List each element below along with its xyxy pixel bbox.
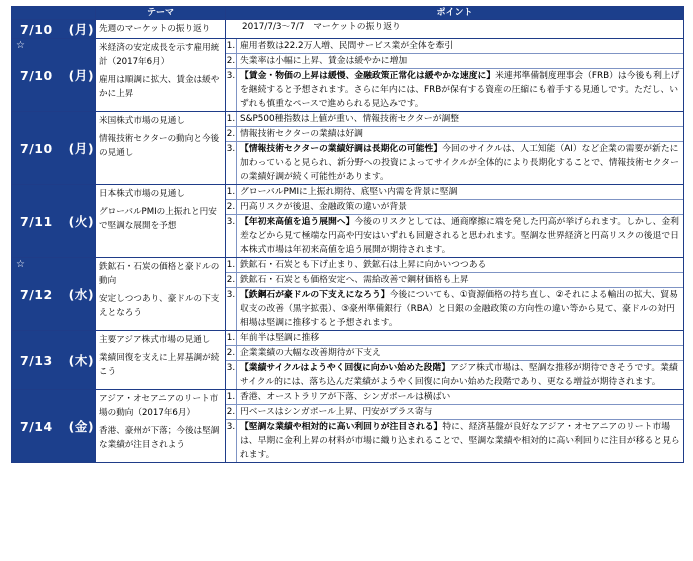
point-text-block [237, 69, 683, 111]
point-item [226, 20, 683, 34]
points-cell [226, 331, 684, 390]
point-text-block [237, 127, 683, 141]
point-text-block [237, 54, 683, 68]
point-number: 2. [226, 407, 236, 417]
point-item [226, 331, 683, 346]
weekday-value: (火) [68, 214, 95, 229]
point-item [226, 200, 683, 215]
point-item [226, 54, 683, 69]
schedule-row [12, 39, 684, 112]
point-number: 3. [226, 69, 237, 111]
point-number: 3. [226, 215, 237, 257]
point-headline: 【情報技術セクターの業績好調は長期化の可能性】 [240, 144, 443, 154]
point-text: 情報技術セクターの業績は好調 [240, 129, 363, 139]
point-headline: 【年初来高値を追う展開へ】 [240, 217, 355, 227]
date-cell [12, 185, 96, 258]
star-icon: ☆ [16, 259, 25, 270]
header-theme: テーマ [96, 7, 226, 20]
point-text-block [237, 405, 683, 419]
point-text: 雇用者数は22.2万人増、民間サービス業が全体を牽引 [240, 41, 454, 51]
points-cell [226, 258, 684, 331]
points-cell [226, 390, 684, 463]
date-label [20, 139, 94, 157]
point-text-block [237, 346, 683, 360]
point-text: 鉄鉱石・石炭とも価格安定へ、需給改善で鋼材価格も上昇 [240, 275, 469, 285]
point-text: S&P500種指数は上値が重い、情報技術セクターが調整 [240, 114, 460, 124]
point-text: 米連邦準備制度理事会（FRB）は今後も利上げを継続すると予想されます。さらに年内には、FRBが保有する資産の圧縮にも着手する見通しです。ただし、いずれも慎重なペースで進められる見込みです。 [240, 71, 680, 109]
point-number: 1. [226, 187, 236, 197]
point-text: 鉄鉱石・石炭とも下げ止まり、鉄鉱石は上昇に向かいつつある [240, 260, 487, 270]
theme-title: 米国株式市場の見通し [99, 116, 185, 126]
point-text-block [237, 185, 683, 199]
theme-cell [96, 39, 226, 112]
weekday-value: (月) [68, 141, 95, 156]
theme-cell [96, 185, 226, 258]
theme-title: 先週のマーケットの振り返り [99, 24, 211, 34]
point-number: 3. [226, 288, 237, 330]
theme-cell [96, 112, 226, 185]
date-value: 7/10 [20, 22, 53, 37]
point-text: 今後のリスクとしては、通商摩擦に端を発した円高が挙げられます。しかし、金利差などから見て極端な円高や円安はいずれも回避されると思われます。堅調な世界経済と円高リスクの後退で日本株式市場は年初来高値を追う展開が期待されます。 [240, 217, 679, 255]
point-item [226, 142, 683, 184]
point-number: 3. [226, 420, 237, 462]
point-number: 1. [226, 392, 236, 402]
points-cell [226, 20, 684, 39]
schedule-table [11, 6, 684, 463]
point-number: 1. [226, 41, 236, 51]
schedule-row [12, 258, 684, 331]
date-label [20, 20, 94, 38]
date-value: 7/14 [20, 419, 53, 434]
point-item [226, 420, 683, 462]
schedule-wrapper [11, 6, 683, 463]
point-text: 企業業績の大幅な改善期待が下支え [240, 348, 381, 358]
point-text: アジア株式市場は、堅調な推移が期待できそうです。業績サイクル的には、落ち込んだ業績がようやく回復に向かい始めた段階であり、更なる増益が期待されます。 [240, 363, 678, 387]
date-cell [12, 20, 96, 39]
date-label [20, 212, 94, 230]
date-value: 7/11 [20, 214, 53, 229]
theme-cell [96, 331, 226, 390]
theme-title: 米経済の安定成長を示す雇用統計（2017年6月） [99, 43, 220, 67]
weekday-value: (月) [68, 68, 95, 83]
date-cell [12, 390, 96, 463]
theme-cell [96, 390, 226, 463]
point-number: 1. [226, 114, 236, 124]
point-item [226, 185, 683, 200]
point-item [226, 346, 683, 361]
point-text-block [237, 215, 683, 257]
point-text: 円ベースはシンガポール上昇、円安がプラス寄与 [240, 407, 433, 417]
point-text-block [237, 420, 683, 462]
point-item [226, 288, 683, 330]
schedule-row [12, 112, 684, 185]
theme-subtitle: グローバルPMIの上振れと円安で堅調な展開を予想 [99, 207, 217, 231]
weekday-value: (水) [68, 287, 95, 302]
point-item [226, 112, 683, 127]
weekday-value: (木) [68, 353, 95, 368]
point-text: 特に、経済基盤が良好なアジア・オセアニアのリート市場は、早期に金利上昇の材料が市場に織り込まれることで、堅調な業績や相対的に高い利回りに注目が移ると見られます。 [240, 422, 680, 460]
header-date [12, 7, 96, 20]
date-cell [12, 39, 96, 112]
point-headline: 【鉄鋼石が豪ドルの下支えになろう】 [240, 290, 390, 300]
point-number: 2. [226, 348, 236, 358]
point-text: 今回のサイクルは、人工知能（AI）など企業の需要が新たに加わっていると見られ、新分野への投資によってサイクルが全体的により長期化することで、情報技術セクターの業績好調が続く可能性があります。 [240, 144, 679, 182]
date-label [20, 351, 94, 369]
point-item [226, 39, 683, 54]
point-text: 2017/7/3〜7/7 マーケットの振り返り [242, 22, 401, 32]
point-text-block [237, 142, 683, 184]
schedule-row [12, 390, 684, 463]
schedule-row [12, 185, 684, 258]
point-item [226, 390, 683, 405]
point-item [226, 215, 683, 257]
point-item [226, 405, 683, 420]
theme-cell [96, 20, 226, 39]
date-value: 7/10 [20, 141, 53, 156]
point-item [226, 273, 683, 288]
point-text: グローバルPMIに上振れ期待、底堅い内需を背景に堅調 [240, 187, 458, 197]
date-cell [12, 112, 96, 185]
points-cell [226, 185, 684, 258]
theme-subtitle: 雇用は順調に拡大、賃金は緩やかに上昇 [99, 75, 220, 99]
header-row [12, 7, 684, 20]
point-number: 3. [226, 361, 237, 389]
point-number: 3. [226, 142, 237, 184]
point-text: 年前半は堅調に推移 [240, 333, 320, 343]
point-text-block [237, 258, 683, 272]
point-text-block [237, 390, 683, 404]
point-number: 1. [226, 333, 236, 343]
points-cell [226, 39, 684, 112]
point-number: 1. [226, 260, 236, 270]
point-headline: 【業績サイクルはようやく回復に向かい始めた段階】 [240, 363, 451, 373]
point-text: 失業率は小幅に上昇、賃金は緩やかに増加 [240, 56, 408, 66]
points-cell [226, 112, 684, 185]
point-item [226, 361, 683, 389]
date-label [20, 66, 94, 84]
point-text-block [237, 39, 683, 53]
date-label [20, 285, 94, 303]
date-label [20, 417, 94, 435]
point-item [226, 69, 683, 111]
date-value: 7/10 [20, 68, 53, 83]
theme-title: 日本株式市場の見通し [99, 189, 185, 199]
point-item [226, 258, 683, 273]
date-value: 7/12 [20, 287, 53, 302]
point-number: 2. [226, 275, 236, 285]
point-text: 香港、オーストラリアが下落、シンガポールは横ばい [240, 392, 451, 402]
schedule-row [12, 20, 684, 39]
theme-title: 鉄鉱石・石炭の価格と豪ドルの動向 [99, 262, 220, 286]
theme-title: 主要アジア株式市場の見通し [99, 335, 211, 345]
point-text-block [237, 331, 683, 345]
theme-subtitle: 情報技術セクターの動向と今後の見通し [99, 134, 220, 158]
point-number: 2. [226, 56, 236, 66]
point-text-block [237, 288, 683, 330]
date-cell [12, 331, 96, 390]
theme-title: アジア・オセアニアのリート市場の動向（2017年6月） [99, 394, 219, 418]
point-headline: 【堅調な業績や相対的に高い利回りが注目される】 [240, 422, 443, 432]
point-text-block [237, 112, 683, 126]
point-headline: 【賃金・物価の上昇は緩慢、金融政策正常化は緩やかな速度に】 [240, 71, 496, 81]
point-text: 円高リスクが後退、金融政策の違いが背景 [240, 202, 407, 212]
weekday-value: (金) [68, 419, 95, 434]
point-text: 今後についても、①資源価格の持ち直し、②それによる輸出の拡大、貿易収支の改善（黒字拡張）、③豪州準備銀行（RBA）と日銀の金融政策の方向性の違い等から見て、豪ドルの対円相場は堅調に推移すると予想されます。 [240, 290, 678, 328]
point-text-block [237, 361, 683, 389]
theme-subtitle: 業績回復を支えに上昇基調が続こう [99, 353, 220, 377]
point-number: 2. [226, 202, 236, 212]
date-cell [12, 258, 96, 331]
theme-subtitle: 安定しつつあり、豪ドルの下支えとなろう [99, 294, 220, 318]
header-point: ポイント [226, 7, 684, 20]
date-value: 7/13 [20, 353, 53, 368]
theme-cell [96, 258, 226, 331]
point-text-block [237, 200, 683, 214]
point-number: 2. [226, 129, 236, 139]
schedule-row [12, 331, 684, 390]
star-icon: ☆ [16, 40, 25, 51]
theme-subtitle: 香港、豪州が下落；今後は堅調な業績が注目されよう [99, 426, 220, 450]
weekday-value: (月) [68, 22, 95, 37]
point-item [226, 127, 683, 142]
point-text-block [237, 273, 683, 287]
